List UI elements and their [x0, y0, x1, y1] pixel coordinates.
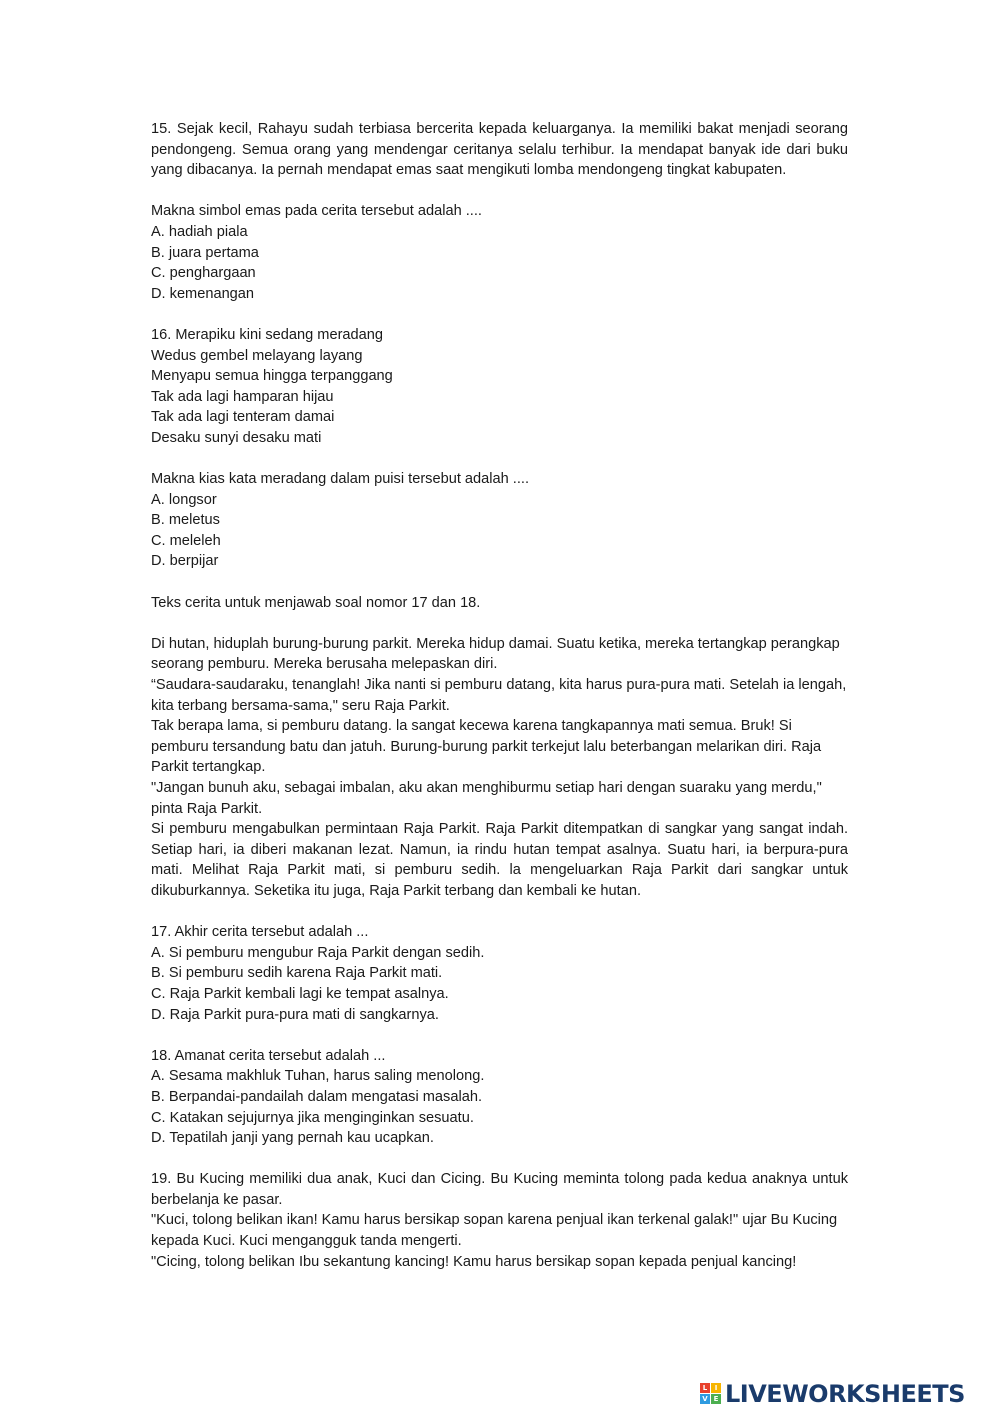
- q15-question: Makna simbol emas pada cerita tersebut adalah ....: [151, 203, 482, 220]
- q18-option-a: A. Sesama makhluk Tuhan, harus saling menolong.: [151, 1068, 485, 1085]
- liveworksheets-logo: [700, 1379, 965, 1409]
- q16-poem-line: Tak ada lagi hamparan hijau: [151, 388, 334, 405]
- q19-paragraph: "Cicing, tolong belikan Ibu sekantung kancing! Kamu harus bersikap sopan kepada penjual kancing!: [151, 1253, 797, 1270]
- q16-option-c: C. meleleh: [151, 532, 221, 549]
- q19-paragraph: "Kuci, tolong belikan ikan! Kamu harus bersikap sopan karena penjual ikan terkenal galak!" ujar Bu Kucing kepada Kuci. Kuci mengangguk tanda mengerti.: [151, 1212, 838, 1250]
- q17-option-d: D. Raja Parkit pura-pura mati di sangkarnya.: [151, 1006, 439, 1023]
- q17-question: 17. Akhir cerita tersebut adalah ...: [151, 924, 369, 941]
- q18-option-d: D. Tepatilah janji yang pernah kau ucapkan.: [151, 1130, 434, 1147]
- q16-option-b: B. meletus: [151, 512, 220, 529]
- q15-option-d: D. kemenangan: [151, 285, 255, 302]
- logo-mark-cell: I: [711, 1383, 721, 1393]
- story-intro: Teks cerita untuk menjawab soal nomor 17 dan 18.: [151, 594, 481, 611]
- q16-poem-line: 16. Merapiku kini sedang meradang: [151, 326, 384, 343]
- q16-poem-line: Menyapu semua hingga terpanggang: [151, 368, 393, 385]
- q17-option-c: C. Raja Parkit kembali lagi ke tempat asalnya.: [151, 985, 449, 1002]
- story-paragraph: “Saudara-saudaraku, tenanglah! Jika nanti si pemburu datang, kita harus pura-pura mati. Setelah ia lengah, kita terbang bersama-sama," seru Raja Parkit.: [151, 677, 847, 714]
- q16-poem-line: Desaku sunyi desaku mati: [151, 429, 322, 446]
- liveworksheets-logo-icon: [700, 1383, 722, 1405]
- logo-mark-cell: E: [711, 1394, 721, 1404]
- q15-option-c: C. penghargaan: [151, 265, 256, 282]
- q18-question: 18. Amanat cerita tersebut adalah ...: [151, 1047, 386, 1064]
- story-paragraph: Tak berapa lama, si pemburu datang. la sangat kecewa karena tangkapannya mati semua. Bruk! Si pemburu tersandung batu dan jatuh. Burung-burung parkit terkejut lalu beterbangan melarikan diri. Raja Parkit tertangkap.: [151, 718, 822, 776]
- q18-option-b: B. Berpandai-pandailah dalam mengatasi masalah.: [151, 1088, 482, 1105]
- logo-mark-cell: L: [700, 1383, 710, 1393]
- q16-poem-line: Wedus gembel melayang layang: [151, 347, 363, 364]
- q17-option-a: A. Si pemburu mengubur Raja Parkit dengan sedih.: [151, 944, 485, 961]
- q16-option-a: A. longsor: [151, 491, 217, 508]
- story-paragraph: Di hutan, hiduplah burung-burung parkit. Mereka hidup damai. Suatu ketika, mereka tertangkap perangkap seorang pemburu. Mereka berusaha melepaskan diri.: [151, 635, 840, 673]
- q16-poem-line: Tak ada lagi tenteram damai: [151, 409, 335, 426]
- q15-option-b: B. juara pertama: [151, 244, 259, 261]
- q17-option-b: B. Si pemburu sedih karena Raja Parkit mati.: [151, 965, 443, 982]
- q15-option-a: A. hadiah piala: [151, 223, 248, 240]
- liveworksheets-logo-text: LIVEWORKSHEETS: [725, 1380, 965, 1408]
- story-paragraph: Si pemburu mengabulkan permintaan Raja Parkit. Raja Parkit ditempatkan di sangkar yang sangat indah. Setiap hari, ia diberi makanan lezat. Namun, ia rindu hutan tempat asalnya. Suatu hari, ia berpura-pura mati. Melihat Raja Parkit mati, si pemburu sedih. la mengeluarkan Raja Parkit dari sangkar untuk dikuburkannya. Seketika itu juga, Raja Parkit terbang dan kembali ke hutan.: [151, 821, 848, 899]
- q16-question: Makna kias kata meradang dalam puisi tersebut adalah ....: [151, 471, 530, 488]
- logo-mark-cell: V: [700, 1394, 710, 1404]
- q18-option-c: C. Katakan sejujurnya jika menginginkan sesuatu.: [151, 1109, 474, 1126]
- worksheet-page: [151, 119, 848, 1272]
- q16-option-d: D. berpijar: [151, 553, 219, 570]
- story-paragraph: "Jangan bunuh aku, sebagai imbalan, aku akan menghiburmu setiap hari dengan suaraku yang merdu," pinta Raja Parkit.: [151, 780, 822, 817]
- q15-stem: 15. Sejak kecil, Rahayu sudah terbiasa bercerita kepada keluarganya. Ia memiliki bakat menjadi seorang pendongeng. Semua orang yang mendengar ceritanya selalu terhibur. Ia mendapat banyak ide dari buku yang dibacanya. Ia pernah mendapat emas saat mengikuti lomba mendongeng tingkat kabupaten.: [151, 121, 848, 179]
- q19-paragraph: 19. Bu Kucing memiliki dua anak, Kuci dan Cicing. Bu Kucing meminta tolong pada kedua anaknya untuk berbelanja ke pasar.: [151, 1171, 848, 1208]
